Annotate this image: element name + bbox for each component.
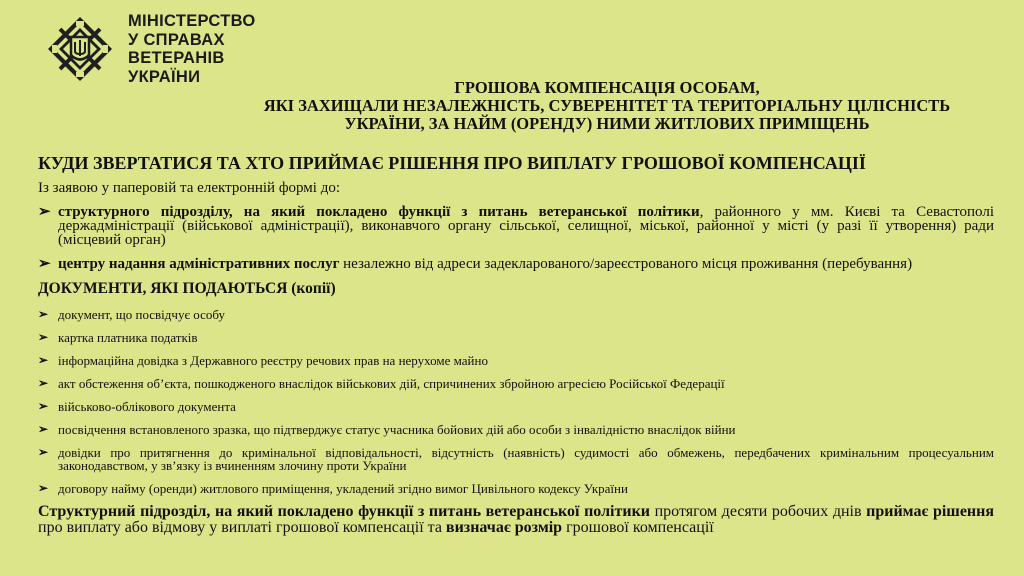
list-item <box>38 205 994 247</box>
arrow-bullet-icon: ➢ <box>38 204 51 220</box>
arrow-bullet-icon: ➢ <box>38 353 49 367</box>
list-item <box>38 308 994 321</box>
main-content <box>38 153 994 536</box>
item-text: , районного у мм. Києві та Севастополі держадміністрації (військової адміністрації), виконавчого органу сільської, селищної, міської, районної у місті (у разі її утворення) ради (місцевий орган) <box>58 204 994 248</box>
docs-list <box>38 308 994 495</box>
docs-heading <box>38 280 994 298</box>
list-item <box>38 354 994 367</box>
doc-text: довідки про притягнення до кримінальної відповідальності, відсутність (наявність) судимості або обмежень, передбачених кримінальним процесуальним законодавством, у зв’язку із вчиненням злочину проти України <box>58 445 994 473</box>
ministry-line: У СПРАВАХ <box>128 30 225 49</box>
doc-text: документ, що посвідчує особу <box>58 307 225 322</box>
item-bold: центру надання адміністративних послуг <box>58 256 340 272</box>
decision-bold: визначає розмір <box>445 519 563 536</box>
docs-heading-main: ДОКУМЕНТИ, ЯКІ ПОДАЮТЬСЯ <box>38 280 288 297</box>
list-item <box>38 400 994 413</box>
ministry-name <box>128 12 256 86</box>
arrow-bullet-icon: ➢ <box>38 376 49 390</box>
where-list <box>38 205 994 271</box>
decision-text: протягом десяти робочих днів <box>650 503 867 520</box>
doc-text: договору найму (оренди) житлового приміщення, укладений згідно вимог Цивільного кодексу України <box>58 481 628 496</box>
item-text: незалежно від адреси задекларованого/зареєстрованого місця проживання (перебування) <box>339 256 913 272</box>
title-line: ГРОШОВА КОМПЕНСАЦІЯ ОСОБАМ, <box>454 78 760 97</box>
list-item <box>38 257 994 271</box>
decision-bold: приймає рішення <box>866 503 995 520</box>
where-intro: Із заявою у паперовій та електронній формі до: <box>38 180 341 196</box>
ministry-line: ВЕТЕРАНІВ <box>128 49 225 67</box>
arrow-bullet-icon: ➢ <box>38 256 51 272</box>
docs-heading-note: (копії) <box>287 280 336 297</box>
doc-text: посвідчення встановленого зразка, що підтверджує статус учасника бойових дій або особи з інвалідністю внаслідок війни <box>58 422 736 437</box>
doc-text: акт обстеження об’єкта, пошкодженого внаслідок військових дій, спричинених збройною агресією Російської Федерації <box>58 376 725 391</box>
list-item <box>38 377 994 390</box>
arrow-bullet-icon: ➢ <box>38 330 49 344</box>
item-bold: структурного підрозділу, на який покладено функції з питань ветеранської політики <box>58 204 700 220</box>
list-item <box>38 423 994 436</box>
title-line: ЯКІ ЗАХИЩАЛИ НЕЗАЛЕЖНІСТЬ, СУВЕРЕНІТЕТ ТА ТЕРИТОРІАЛЬНУ ЦІЛІСНІСТЬ <box>263 96 951 115</box>
decision-bold: Структурний підрозділ, на який покладено функції з питань ветеранської політики <box>38 503 651 520</box>
ministry-emblem-icon <box>46 15 114 83</box>
doc-text: картка платника податків <box>58 330 198 345</box>
doc-text: інформаційна довідка з Державного реєстру речових прав на нерухоме майно <box>58 353 488 368</box>
arrow-bullet-icon: ➢ <box>38 481 49 495</box>
decision-text: про виплату або відмову у виплаті грошової компенсації та <box>38 519 446 536</box>
decision-note <box>38 504 994 536</box>
arrow-bullet-icon: ➢ <box>38 307 49 321</box>
title-line: УКРАЇНИ, ЗА НАЙМ (ОРЕНДУ) НИМИ ЖИТЛОВИХ ПРИМІЩЕНЬ <box>344 114 870 133</box>
decision-text: грошової компенсації <box>562 519 714 536</box>
arrow-bullet-icon: ➢ <box>38 422 49 436</box>
arrow-bullet-icon: ➢ <box>38 399 49 413</box>
arrow-bullet-icon: ➢ <box>38 445 49 459</box>
list-item <box>38 446 994 472</box>
page-title <box>0 79 1024 133</box>
ministry-line: УКРАЇНИ <box>128 67 201 86</box>
doc-text: військово-облікового документа <box>58 399 236 414</box>
ministry-logo <box>46 12 256 86</box>
ministry-line: МІНІСТЕРСТВО <box>128 12 256 30</box>
where-heading: КУДИ ЗВЕРТАТИСЯ ТА ХТО ПРИЙМАЄ РІШЕННЯ ПРО ВИПЛАТУ ГРОШОВОЇ КОМПЕНСАЦІЇ <box>38 153 866 173</box>
list-item <box>38 482 994 495</box>
list-item <box>38 331 994 344</box>
